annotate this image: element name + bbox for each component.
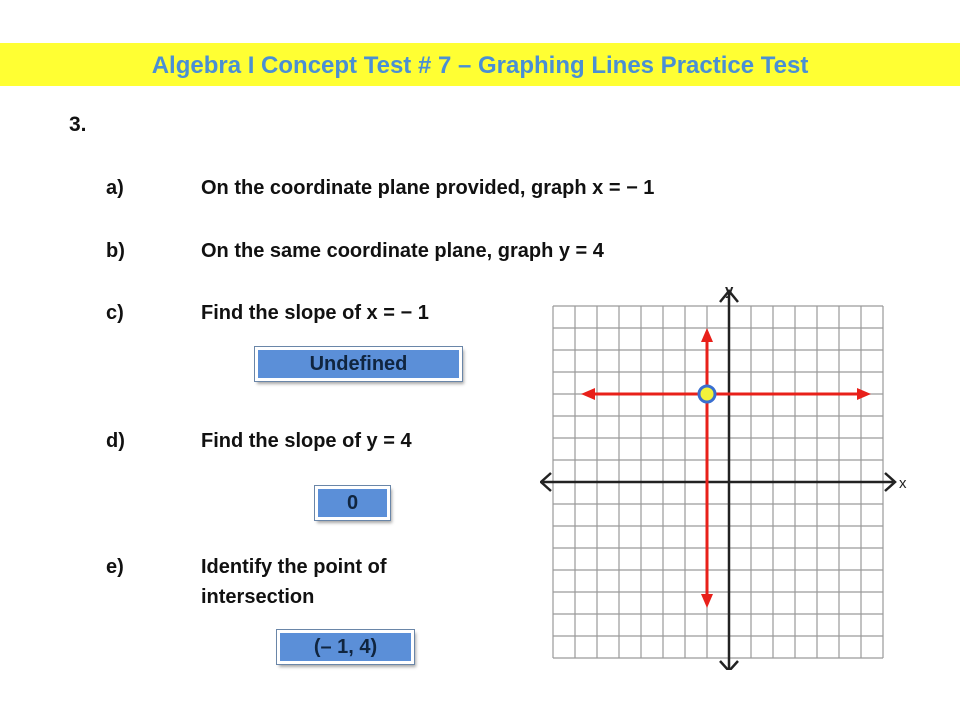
part-b-text: On the same coordinate plane, graph y = 4 xyxy=(201,240,604,262)
title-bar xyxy=(0,43,960,86)
line-x-eq-neg1-arrow-top xyxy=(701,328,713,342)
part-e-letter: e) xyxy=(106,556,124,578)
question-number: 3. xyxy=(69,113,87,136)
answer-e-box xyxy=(277,630,414,664)
line-y-eq-4-arrow-left xyxy=(581,388,595,400)
line-y-eq-4-arrow-right xyxy=(857,388,871,400)
answer-c-box xyxy=(255,347,462,381)
part-d-text: Find the slope of y = 4 xyxy=(201,430,412,452)
answer-c-text: Undefined xyxy=(309,353,408,375)
x-axis-label: x xyxy=(899,475,907,492)
intersection-point xyxy=(699,386,715,402)
part-b-letter: b) xyxy=(106,240,125,262)
answer-d-text: 0 xyxy=(346,492,359,514)
part-c-letter: c) xyxy=(106,302,124,324)
part-a-letter: a) xyxy=(106,177,124,199)
y-axis-label: y xyxy=(725,282,734,299)
part-d-letter: d) xyxy=(106,430,125,452)
coordinate-plane xyxy=(540,280,920,670)
page-title: Algebra I Concept Test # 7 – Graphing Lines Practice Test xyxy=(151,52,809,79)
part-c-text: Find the slope of x = − 1 xyxy=(201,302,429,324)
part-a-text: On the coordinate plane provided, graph x = − 1 xyxy=(201,177,655,199)
part-e-text: Identify the point of xyxy=(201,556,387,578)
part-e-text-line2: intersection xyxy=(201,586,315,608)
line-x-eq-neg1-arrow-bottom xyxy=(701,594,713,608)
answer-e-text: (– 1, 4) xyxy=(313,636,378,658)
answer-d-box xyxy=(315,486,390,520)
